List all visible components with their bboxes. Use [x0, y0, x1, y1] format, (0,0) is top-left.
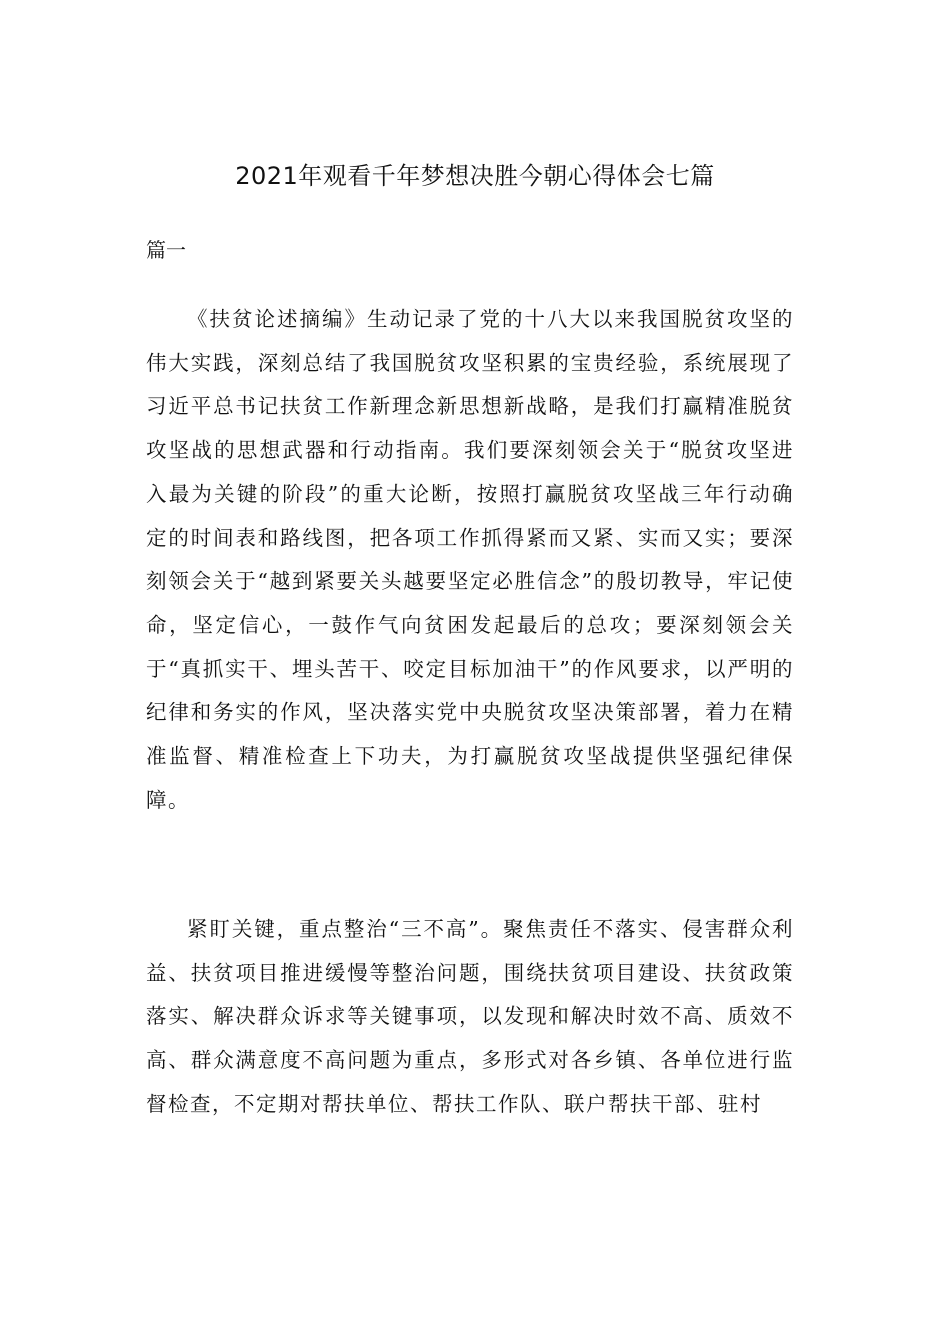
paragraph-2: 紧盯关键，重点整治“三不高”。聚焦责任不落实、侵害群众利益、扶贫项目推进缓慢等整治问题，围绕扶贫项目建设、扶贫政策落实、解决群众诉求等关键事项，以发现和解决时效不高、质效不高、群众满意度不高问题为重点，多形式对各乡镇、各单位进行监督检查，不定期对帮扶单位、帮扶工作队、联户帮扶干部、驻村 — [146, 917, 794, 1116]
document-title: 2021年观看千年梦想决胜今朝心得体会七篇 — [235, 162, 715, 190]
paragraph-1: 《扶贫论述摘编》生动记录了党的十八大以来我国脱贫攻坚的伟大实践，深刻总结了我国脱贫攻坚积累的宝贵经验，系统展现了习近平总书记扶贫工作新理念新思想新战略，是我们打赢精准脱贫攻坚战的思想武器和行动指南。我们要深刻领会关于“脱贫攻坚进入最为关键的阶段”的重大论断，按照打赢脱贫攻坚战三年行动确定的时间表和路线图，把各项工作抓得紧而又紧、实而又实；要深刻领会关于“越到紧要关头越要坚定必胜信念”的殷切教导，牢记使命，坚定信心，一鼓作气向贫困发起最后的总攻；要深刻领会关于“真抓实干、埋头苦干、咬定目标加油干”的作风要求，以严明的纪律和务实的作风，坚决落实党中央脱贫攻坚决策部署，着力在精准监督、精准检查上下功夫，为打赢脱贫攻坚战提供坚强纪律保障。 — [146, 307, 794, 812]
section-label: 篇一 — [146, 238, 186, 262]
